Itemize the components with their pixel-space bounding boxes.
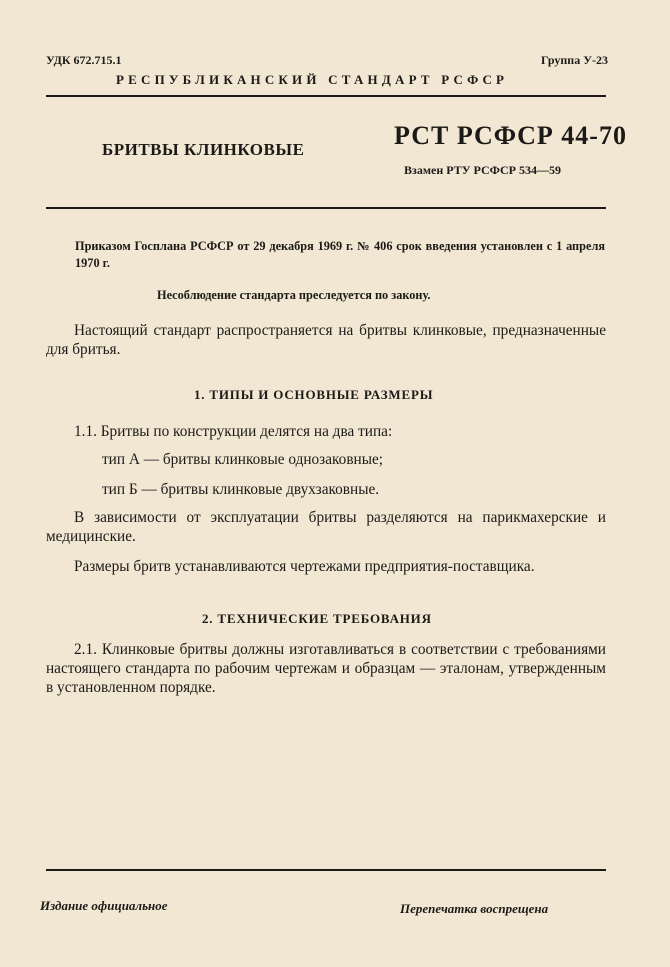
intro-paragraph: Настоящий стандарт распространяется на бритвы клинковые, предназначенные для бритья. (46, 322, 606, 358)
order-paragraph: Приказом Госплана РСФСР от 29 декабря 1969 г. № 406 срок введения установлен с 1 апреля 1970 г. (75, 239, 605, 270)
section-2-heading: 2. ТЕХНИЧЕСКИЕ ТРЕБОВАНИЯ (202, 611, 432, 626)
legal-warning: Несоблюдение стандарта преследуется по закону. (157, 288, 431, 302)
udk-code: УДК 672.715.1 (46, 53, 122, 67)
group-code: Группа У-23 (540, 53, 608, 67)
footer-rule (46, 869, 606, 871)
official-edition-note: Издание официальное (40, 898, 168, 913)
reprint-prohibited-note: Перепечатка воспрещена (400, 901, 549, 916)
type-b-item: тип Б — бритвы клинковые двухзаковные. (102, 481, 380, 498)
title-rule (46, 207, 606, 209)
operation-paragraph: В зависимости от эксплуатации бритвы разделяются на парикмахерские и медицинские. (46, 509, 606, 545)
sizes-paragraph: Размеры бритв устанавливаются чертежами предприятия-поставщика. (74, 558, 535, 575)
republic-standard-label: РЕСПУБЛИКАНСКИЙ СТАНДАРТ РСФСР (116, 72, 509, 87)
replaces-note: Взамен РТУ РСФСР 534—59 (404, 163, 561, 177)
type-a-item: тип А — бритвы клинковые однозаковные; (102, 451, 384, 468)
clause-2-1: 2.1. Клинковые бритвы должны изготавливаться в соответствии с требованиями настоящего стандарта по рабочим чертежам и образцам — эталонам, утвержденным в установленном порядке. (46, 641, 606, 696)
section-1-heading: 1. ТИПЫ И ОСНОВНЫЕ РАЗМЕРЫ (194, 387, 434, 402)
clause-1-1: 1.1. Бритвы по конструкции делятся на два типа: (74, 423, 393, 440)
document-title: БРИТВЫ КЛИНКОВЫЕ (102, 140, 305, 159)
top-rule (46, 95, 606, 97)
standard-number: РСТ РСФСР 44-70 (394, 121, 627, 150)
